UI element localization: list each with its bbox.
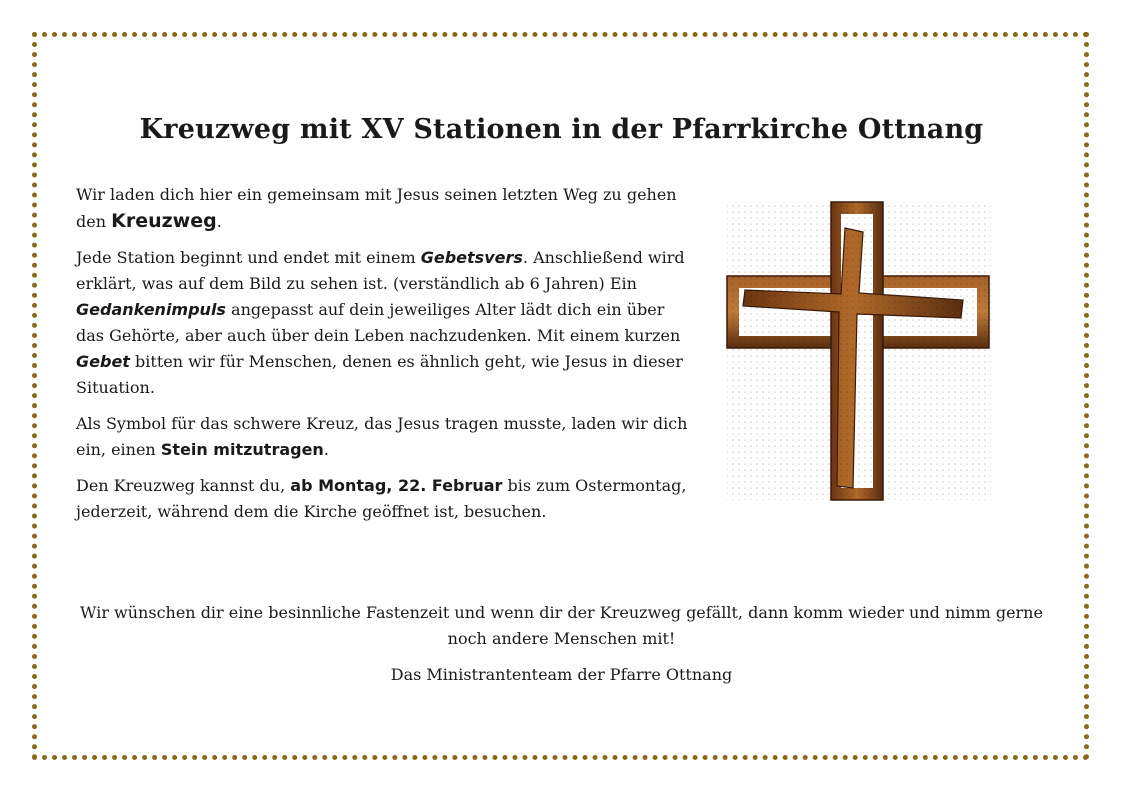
body-text	[76, 182, 692, 535]
emphasis-gedankenimpuls: Gedankenimpuls	[76, 300, 226, 319]
text-span: Als Symbol für das schwere Kreuz, das Jesus tragen musste, laden wir dich ein, einen	[76, 414, 688, 459]
emphasis-stein: Stein mitzutragen	[160, 440, 324, 459]
closing-signature: Das Ministrantenteam der Pfarre Ottnang	[390, 665, 733, 684]
text-span: .	[216, 212, 222, 231]
page-title: Kreuzweg mit XV Stationen in der Pfarrkirche Ottnang	[139, 114, 984, 146]
text-span: Jede Station beginnt und endet mit einem	[76, 248, 421, 267]
emphasis-date: ab Montag, 22. Februar	[290, 476, 503, 495]
closing-wish: Wir wünschen dir eine besinnliche Fastenzeit und wenn dir der Kreuzweg gefällt, dann komm wieder und nimm gerne noch andere Menschen mit!	[80, 603, 1043, 648]
text-span: Wir laden dich hier ein gemeinsam mit Jesus seinen letzten Weg zu gehen den	[76, 185, 677, 231]
paragraph-dates	[76, 473, 692, 525]
paragraph-intro	[76, 182, 692, 235]
text-span: Den Kreuzweg kannst du,	[76, 476, 291, 495]
text-span: angepasst auf dein jeweiliges Alter lädt dich ein über das Gehörte, aber auch über dein Leben nachzudenken. Mit einem kurzen	[76, 300, 681, 345]
emphasis-gebet: Gebet	[76, 352, 130, 371]
emphasis-gebetsvers: Gebetsvers	[420, 248, 523, 267]
wooden-cross-icon	[725, 198, 995, 503]
emphasis-kreuzweg: Kreuzweg	[111, 210, 217, 232]
text-span: . Anschließend wird erklärt, was auf dem Bild zu sehen ist. (verständlich ab 6 Jahren) Ein	[76, 248, 685, 293]
paragraph-stations	[76, 245, 692, 401]
closing-section	[60, 600, 1063, 698]
paragraph-stone	[76, 411, 692, 463]
text-span: .	[323, 440, 329, 459]
text-span: bitten wir für Menschen, denen es ähnlich geht, wie Jesus in dieser Situation.	[76, 352, 683, 397]
text-span: bis zum Ostermontag, jederzeit, während dem die Kirche geöffnet ist, besuchen.	[76, 476, 687, 521]
